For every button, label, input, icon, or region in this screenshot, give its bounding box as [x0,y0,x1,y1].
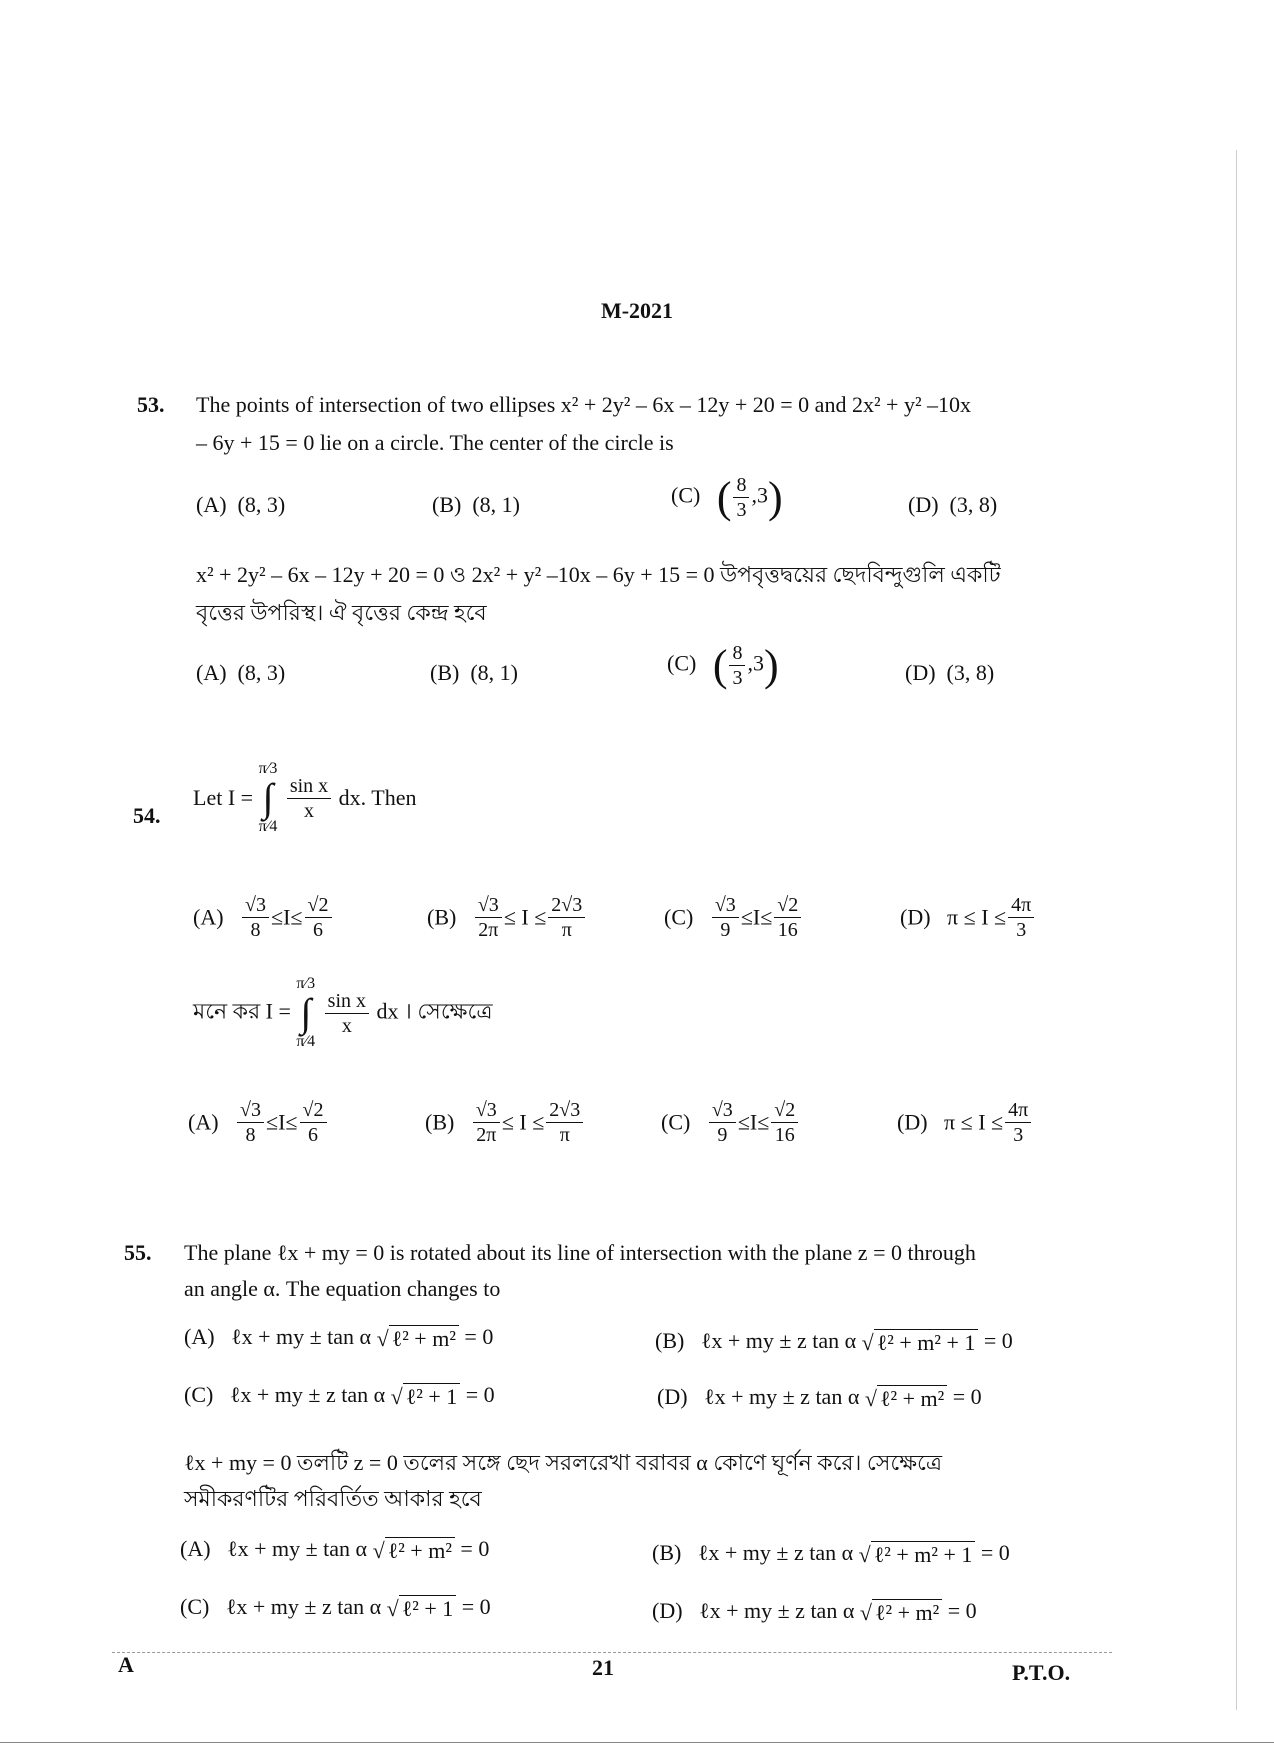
question-text-bn-line1: x² + 2y² – 6x – 12y + 20 = 0 ও 2x² + y² –10x – 6y + 15 = 0 উপবৃত্তদ্বয়ের ছেদবিন্দুগুলি একটি [196,562,1001,587]
question-text-en-line1: The points of intersection of two ellipses x² + 2y² – 6x – 12y + 20 = 0 and 2x² + y² –10x [196,392,972,417]
question-number: 55. [124,1240,152,1265]
option-b-bn: (B) (8, 1) [430,660,518,685]
question-text-en-line1: The plane ℓx + my = 0 is rotated about its line of intersection with the plane z = 0 through [184,1240,976,1265]
option-b: (B) $\frac{√3}{2\pi}$ ≤ I ≤ $\frac{2√3}{\pi}$ [427,893,587,942]
square-root: √ ℓ² + m² [865,1386,947,1412]
option-b: (B) (8, 1) [432,492,520,517]
question-text-en-line2: an angle α. The equation changes to [184,1276,501,1301]
pto-label: P.T.O. [1012,1660,1071,1685]
square-root: √ ℓ² + m² + 1 [859,1542,976,1568]
question-number: 53. [137,392,165,417]
option-d: (D) ℓx + my ± z tan α √ ℓ² + m² = 0 [657,1384,982,1411]
question-number: 54. [133,803,161,828]
footer-booklet-set: A [118,1652,134,1677]
option-a-bn: (A) ℓx + my ± tan α √ ℓ² + m² = 0 [180,1536,490,1563]
question-text-bn: মনে কর I = π⁄3 ∫ π⁄4 $\frac{\text{sin x}}{x}$ dx । সেক্ষেত্রে [193,975,493,1050]
square-root: √ ℓ² + m² [377,1326,459,1352]
square-root: √ ℓ² + 1 [387,1596,457,1622]
question-text-bn-line2: বৃত্তের উপরিস্থ। ঐ বৃত্তের কেন্দ্র হবে [196,600,487,625]
option-a: (A) (8, 3) [196,492,286,517]
option-b: (B) ℓx + my ± z tan α √ ℓ² + m² + 1 = 0 [655,1328,1013,1355]
footer-divider [112,1652,1112,1653]
option-a-bn: (A) (8, 3) [196,660,286,685]
square-root: √ ℓ² + m² [373,1538,455,1564]
square-root: √ ℓ² + 1 [391,1384,461,1410]
option-d: (D) (3, 8) [908,492,998,517]
option-d: (D) π ≤ I ≤ $\frac{4\pi}{3}$ [900,893,1036,942]
page-bottom-line [0,1742,1274,1743]
square-root: √ ℓ² + m² [860,1600,942,1626]
option-c: (C) $\frac{√3}{9}$ ≤I≤ $\frac{√2}{16}$ [664,893,803,942]
option-b-bn: (B) ℓx + my ± z tan α √ ℓ² + m² + 1 = 0 [652,1540,1010,1567]
option-c: (C) ℓx + my ± z tan α √ ℓ² + 1 = 0 [184,1382,495,1409]
option-a: (A) $\frac{√3}{8}$ ≤I≤ $\frac{√2}{6}$ [193,893,334,942]
fraction: $\frac{\text{sin x}}{x}$ [325,989,369,1038]
square-root: √ ℓ² + m² + 1 [862,1330,979,1356]
fraction: $\frac{8}{3}$ [733,473,749,522]
option-c-bn: (C) $\frac{√3}{9}$ ≤I≤ $\frac{√2}{16}$ [661,1098,800,1147]
option-d-bn: (D) π ≤ I ≤ $\frac{4\pi}{3}$ [897,1098,1033,1147]
question-text-bn-line1: ℓx + my = 0 তলটি z = 0 তলের সঙ্গে ছেদ সরলরেখা বরাবর α কোণে ঘূর্ণন করে। সেক্ষেত্রে [184,1450,943,1475]
question-text-en: Let I = π⁄3 ∫ π⁄4 $\frac{\text{sin x}}{x}$ dx. Then [193,760,417,835]
option-d-bn: (D) (3, 8) [905,660,995,685]
page-edge-line [1236,150,1237,1710]
option-c-bn: (C) ℓx + my ± z tan α √ ℓ² + 1 = 0 [180,1594,491,1621]
option-b-bn: (B) $\frac{√3}{2\pi}$ ≤ I ≤ $\frac{2√3}{\pi}$ [425,1098,585,1147]
fraction: $\frac{\text{sin x}}{x}$ [287,774,331,823]
question-text-en-line2: – 6y + 15 = 0 lie on a circle. The center of the circle is [196,430,674,455]
option-a-bn: (A) $\frac{√3}{8}$ ≤I≤ $\frac{√2}{6}$ [188,1098,329,1147]
option-c-bn: (C) ( $\frac{8}{3}$ ,3) [667,641,779,690]
integral-sign: π⁄3 ∫ π⁄4 [258,760,278,835]
option-a: (A) ℓx + my ± tan α √ ℓ² + m² = 0 [184,1324,494,1351]
page-number: 21 [592,1655,614,1680]
paper-code: M-2021 [600,298,674,323]
integral-sign: π⁄3 ∫ π⁄4 [296,975,316,1050]
option-c: (C) ( $\frac{8}{3}$ ,3) [671,473,783,522]
option-d-bn: (D) ℓx + my ± z tan α √ ℓ² + m² = 0 [652,1598,977,1625]
fraction: $\frac{8}{3}$ [729,641,745,690]
question-text-bn-line2: সমীকরণটির পরিবর্তিত আকার হবে [184,1486,482,1511]
